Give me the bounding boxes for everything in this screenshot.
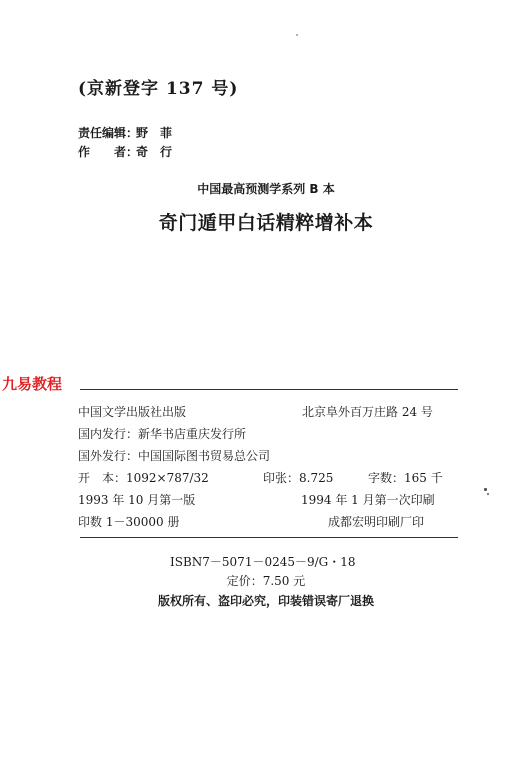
divider-top xyxy=(80,389,458,390)
watermark-label: 九易教程 xyxy=(2,375,63,393)
word-count: 字数：165 千 xyxy=(368,471,443,485)
book-title: 奇门遁甲白话精粹增补本 xyxy=(158,212,374,234)
editor-label: 责任编辑： xyxy=(78,126,139,140)
publisher-address: 北京阜外百万庄路 24 号 xyxy=(302,405,433,419)
author-credit xyxy=(78,143,172,160)
rights-notice: 版权所有、盗印必究，印装错误寄厂退换 xyxy=(157,594,374,608)
edition: 1993 年 10 月第一版 xyxy=(78,493,196,507)
foreign-distribution: 国外发行：中国国际图书贸易总公司 xyxy=(78,449,271,463)
price: 定价：7.50 元 xyxy=(226,574,306,588)
format-spec xyxy=(78,469,209,486)
author-name: 奇 行 xyxy=(136,145,173,159)
printer: 成都宏明印刷厂印 xyxy=(328,515,425,529)
printing: 1994 年 1 月第一次印刷 xyxy=(301,493,435,507)
author-label: 作 者： xyxy=(78,145,139,159)
scan-speck xyxy=(484,488,487,491)
print-run: 印数 1－30000 册 xyxy=(78,515,180,529)
scan-speck xyxy=(296,34,298,36)
format-label: 开 xyxy=(78,471,91,485)
isbn: ISBN7－5071－0245－9/G・18 xyxy=(170,555,356,569)
series-name: 中国最高预测学系列 B 本 xyxy=(197,182,335,196)
license-number: (京新登字 137 号) xyxy=(78,79,239,99)
format-value: 本：1092×787/32 xyxy=(102,471,209,485)
domestic-distribution: 国内发行：新华书店重庆发行所 xyxy=(78,427,247,441)
scan-speck xyxy=(487,493,489,495)
editor-name: 野 菲 xyxy=(136,126,173,140)
divider-bottom xyxy=(80,537,458,538)
publisher: 中国文学出版社出版 xyxy=(78,405,187,419)
editor-credit xyxy=(78,124,172,141)
printed-sheets: 印张：8.725 xyxy=(263,471,334,485)
